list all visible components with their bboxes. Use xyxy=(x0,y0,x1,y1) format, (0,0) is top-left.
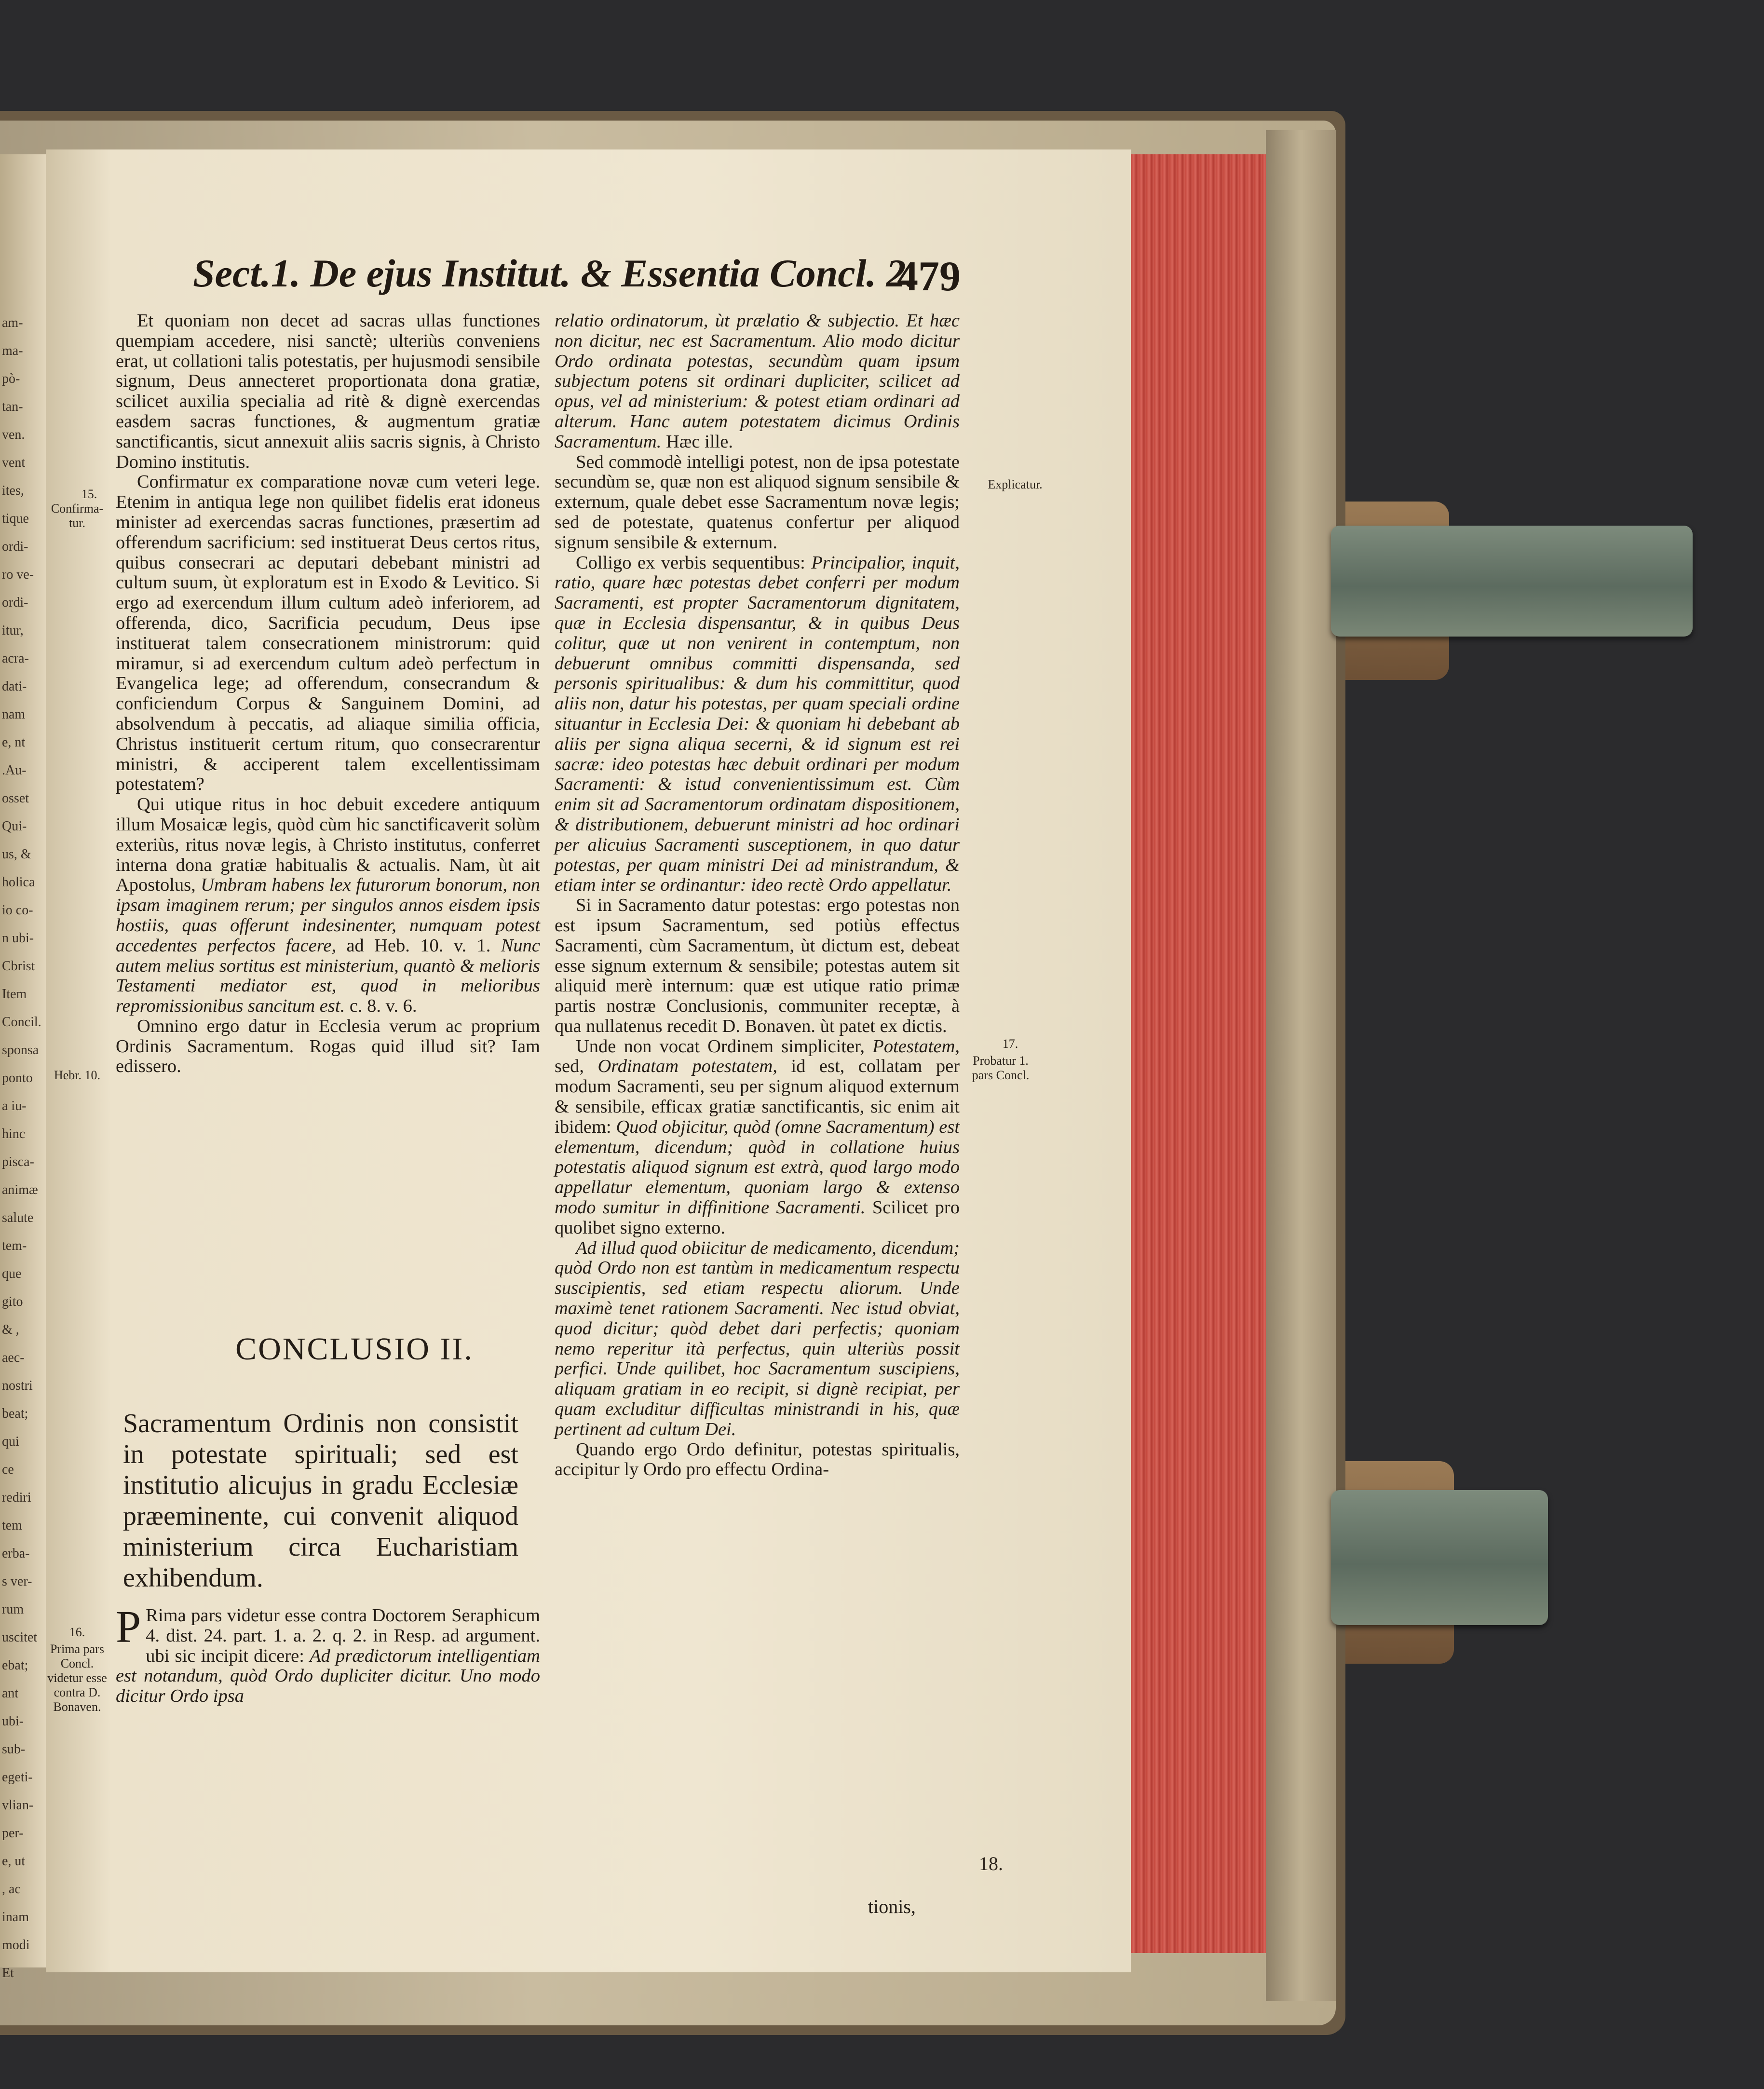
left-page-fragment: erba- xyxy=(2,1546,30,1561)
quotation: Ad prædictorum intelligentiam est notandum, quòd Ordo dupliciter dicitur. Uno modo dicitur Ordo ipsa xyxy=(116,1645,540,1707)
paragraph: Confirmatur ex comparatione novæ cum veteri lege. Etenim in antiqua lege non quilibet fidelis erat idoneus minister ad exercendas sacras functiones, præsertim ad offerendum sacrificium: sed instituerat Deus certos ritus, quibus consecrari ac deputari debebant ministri ad cultum suum, ùt exploratum est in Exodo & Levitico. Si ergo ad exercendum illum cultum adeò inferiorem, ad offerenda, dico, Sacrificia pecudum, Deus ipse instituerat talem consecrationem ministrorum: quid miramur, si ad exercendum cultum adeò perfectum in Evangelica lege; ad offerendum, consecrandum & conficiendum Corpus & Sanguinem Domini, ad absolvendum à peccatis, ad aliaque similia officia, Christus instituerit certum ritum, quo consecrarentur ministri, & acciperent talem excellentissimam potestatem? xyxy=(116,472,540,795)
left-page-fragment: ce xyxy=(2,1462,14,1477)
left-page-fragment: gito xyxy=(2,1294,23,1309)
left-page-fragment: per- xyxy=(2,1826,24,1841)
left-page-fragment: hinc xyxy=(2,1126,26,1141)
left-page-fragment: animæ xyxy=(2,1182,38,1197)
left-page-fragment: vlian- xyxy=(2,1798,34,1813)
quotation: Potestatem, xyxy=(872,1036,960,1057)
running-head: Sect.1. De ejus Institut. & Essentia Concl. 2. xyxy=(193,251,916,295)
margin-note-hebr: Hebr. 10. xyxy=(54,1068,101,1082)
left-page-fragment: io co- xyxy=(2,903,33,918)
left-page-fragment: e, ut xyxy=(2,1854,26,1869)
paragraph xyxy=(555,1238,960,1440)
left-page-fragment: , ac xyxy=(2,1882,21,1897)
left-page-fragment: tan- xyxy=(2,399,23,414)
left-page-fragment: a iu- xyxy=(2,1099,27,1113)
paragraph: Omnino ergo datur in Ecclesia verum ac proprium Ordinis Sacramentum. Rogas quid illud sit? Iam edissero. xyxy=(116,1016,540,1077)
text-run: sed, xyxy=(555,1056,584,1077)
quotation: Nunc autem melius sortitus est ministerium, quantò & melioris Testamenti mediator est, quod in melioribus repromissionibus sancitum est. xyxy=(116,935,540,1017)
paragraph xyxy=(555,553,960,896)
column-left-top xyxy=(116,311,540,1077)
left-page-fragment: us, & xyxy=(2,847,31,862)
left-page-fragment: ponto xyxy=(2,1071,33,1085)
text-run: id est, collatam per modum Sacramenti, seu per signum aliquod externum & sensibile, efficax gratiæ sanctificantis, sic enim ait ibidem: xyxy=(555,1056,960,1137)
left-page-edge xyxy=(0,154,46,1980)
conclusion-heading: CONCLUSIO II. xyxy=(235,1331,474,1367)
citation: ad Heb. 10. v. 1. xyxy=(346,935,491,956)
page-number: 479 xyxy=(897,253,961,300)
margin-note-explicatur: Explicatur. xyxy=(988,477,1043,491)
left-page-fragment: ubi- xyxy=(2,1714,24,1729)
left-page-fragment: nam xyxy=(2,707,26,722)
text-run: Qui utique ritus in hoc debuit excedere antiquum illum Mosaicæ legis, quòd cùm hic sanctificaverit solùm exteriùs, ritus novæ legis, à Christo institutus, conferret interna dona gratiæ habitualis & actualis. Nam, ùt ait Apostolus, xyxy=(116,794,540,895)
left-page-fragment: ven. xyxy=(2,427,25,442)
margin-number-17: 17. xyxy=(1002,1037,1018,1051)
left-page-fragment: am- xyxy=(2,315,23,330)
left-page-fragment: Concil. xyxy=(2,1015,41,1030)
quotation: Ordinatam potestatem, xyxy=(597,1056,777,1077)
left-page-fragment: tem xyxy=(2,1518,22,1533)
left-page-fragment: aec- xyxy=(2,1350,25,1365)
paragraph: Sed commodè intelligi potest, non de ipsa potestate secundùm se, quæ non est aliquod signum sensibile & externum, quale debet esse Sacramentum novæ legis; sed de potestate, quatenus confertur per aliquod signum sensibile & externum. xyxy=(555,451,960,553)
left-page-fragment: .Au- xyxy=(2,763,27,778)
left-page-fragment: vent xyxy=(2,455,26,470)
text-run: Colligo ex verbis sequentibus: xyxy=(576,552,805,573)
margin-number-18: 18. xyxy=(979,1853,1003,1874)
upper-clasp[interactable] xyxy=(1331,526,1693,637)
left-page-fragment: beat; xyxy=(2,1406,28,1421)
left-page-fragment: itur, xyxy=(2,623,24,638)
left-page-fragment: sponsa xyxy=(2,1043,39,1058)
left-page-fragment: nostri xyxy=(2,1378,33,1393)
citation: c. 8. v. 6. xyxy=(349,996,417,1017)
paragraph: Et quoniam non decet ad sacras ullas functiones quempiam accedere, nisi sanctè; ulteriùs conveniens erat, ut collationi talis potestatis, per hujusmodi sensibile signum, Deus annecteret proportionata dona gratiæ, scilicet auxilia specialia ad ritè & dignè exercendas easdem sacras functiones, & augmentum gratiæ sanctificantis, sicut annexuit aliis sacris signis, à Christo Domino institutis. xyxy=(116,311,540,472)
left-page-fragment: s ver- xyxy=(2,1574,32,1589)
left-page-fragment: inam xyxy=(2,1910,29,1925)
back-board xyxy=(1266,130,1336,2001)
quotation: relatio ordinatorum, ùt prælatio & subjectio. Et hæc non dicitur, nec est Sacramentum. Alio modo dicitur Ordo ordinata potestas, secundùm quam ipsum subjectum potens sit ordinari dupliciter, scilicet ad opus, vel ad ministerium: & potest etiam ordinari ad alterum. Hanc autem potestatem dicimus Ordinis Sacramentum. xyxy=(555,311,960,452)
left-page-fragment: tem- xyxy=(2,1238,27,1253)
margin-number-15: 15. xyxy=(81,487,97,501)
left-page-fragment: e, nt xyxy=(2,735,26,750)
left-page-fragment: ites, xyxy=(2,483,24,498)
quotation: Umbram habens lex futurorum bonorum, non ipsam imaginem rerum; per singulos annos eisdem ipsis hostiis, quas offerunt indesinenter, numquam potest accedentes perfectos facere, xyxy=(116,875,541,956)
paragraph: Si in Sacramento datur potestas: ergo potestas non est ipsum Sacramentum, sed potiùs effectus Sacramenti, cùm Sacramentum, ùt dictum est, debeat esse signum externum & sensibile; potestas autem sit aliquid merè internum: quæ est utique ratio primæ partis nostræ Conclusionis, communiter receptæ, à qua nullatenus recedit D. Bonaven. ùt patet ex dictis. xyxy=(555,895,960,1036)
margin-note-prima-pars: Prima pars Concl. videtur esse contra D. Bonaven. xyxy=(47,1642,107,1714)
left-page-fragment: Cbrist xyxy=(2,959,35,974)
left-page-fragment: n ubi- xyxy=(2,931,34,946)
text-run: Scilicet pro quolibet signo externo. xyxy=(555,1197,960,1238)
text-run: Unde non vocat Ordinem simpliciter, xyxy=(576,1036,865,1057)
text-run: Hæc ille. xyxy=(665,431,733,452)
paragraph xyxy=(116,1602,540,1707)
quotation: Principalior, inquit, ratio, quare hæc potestas debet conferri per modum Sacramenti, est propter Sacramentorum dignitatem, quæ in Ecclesia dispensantur, & in quibus Deus colitur, quæ ut non venirent in contemptum, non debuerunt omnibus committi dispensanda, sed personis spiritualibus: & dum his committitur, quod aliis non, datur his potestas, per quam speciali ordine situantur in Ecclesia Dei: & quoniam hi debebant ab aliis per signa aliqua secerni, & id signum est rei sacræ: ideo potestas hæc debuit ordinari per modum Sacramenti: & istud convenientissimum est. Cùm enim sit ad Sacramentorum ordinatam dispositionem, & distributionem, debuerunt ministri ad hoc ordinari per alicuius Sacramenti susceptionem, in quo datur potestas, per quam ministri Dei ad ministrandum, & etiam inter se ordinantur: ideo rectè Ordo appellatur. xyxy=(555,552,960,895)
left-page-fragment: que xyxy=(2,1266,22,1281)
left-page-fragment: sub- xyxy=(2,1742,26,1757)
lower-clasp[interactable] xyxy=(1331,1490,1548,1625)
left-page-fragment: ant xyxy=(2,1686,19,1701)
left-page-fragment: ordi- xyxy=(2,539,28,554)
left-page-fragment: egeti- xyxy=(2,1770,33,1785)
left-page-fragment: pisca- xyxy=(2,1154,34,1169)
text-run: Rima pars videtur esse contra Doctorem Seraphicum 4. dist. 24. part. 1. a. 2. q. 2. in Resp. ad argument. ubi sic incipit dicere: xyxy=(146,1605,540,1666)
left-page-fragment: ro ve- xyxy=(2,567,34,582)
left-page-fragment: Item xyxy=(2,987,27,1002)
paragraph xyxy=(116,795,540,1017)
left-page-fragment: osset xyxy=(2,791,29,806)
margin-number-16: 16. xyxy=(69,1625,85,1639)
left-page-fragment: Qui- xyxy=(2,819,27,834)
catchword: tionis, xyxy=(868,1896,916,1917)
left-page-fragment: pò- xyxy=(2,371,20,386)
left-page-fragment: qui xyxy=(2,1434,19,1449)
paragraph: Quando ergo Ordo definitur, potestas spiritualis, accipitur ly Ordo pro effectu Ordina- xyxy=(555,1439,960,1480)
left-page-fragment: acra- xyxy=(2,651,29,666)
left-page-fragment: ma- xyxy=(2,343,23,358)
red-page-edge xyxy=(1131,154,1266,1953)
paragraph xyxy=(555,311,960,452)
left-page-fragment: Et xyxy=(2,1966,14,1980)
left-page-fragment: uscitet xyxy=(2,1630,38,1645)
left-page-fragment: salute xyxy=(2,1210,34,1225)
quotation: Quod objicitur, quòd (omne Sacramentum) est elementum, dicendum; quòd in collatione huius potestatis aliquod signum est extrà, quod largo modo appellatur elementum, quoniam largo & extenso modo sumitur in diffinitione Sacramenti. xyxy=(555,1116,960,1218)
quotation: Ad illud quod obiicitur de medicamento, dicendum; quòd Ordo non est tantùm in medicamentum respectu suscipientis, sed etiam respectu aliorum. Unde maximè tenet rationem Sacramenti. Nec istud obviat, quod dicitur; quòd debet dari perfectis; quoniam nemo reperitur ità perfectus, quin ulteriùs possit perfici. Unde quilibet, hoc Sacramentum suscipiens, aliquam gratiam in eo recipit, si dignè recipiat, per quam excluditur difficultas ministrandi in his, quæ pertinent ad cultum Dei. xyxy=(555,1237,960,1439)
conclusion-statement: Sacramentum Ordinis non consistit in potestate spirituali; sed est institutio alicujus in gradu Ecclesiæ præeminente, cui convenit aliquod ministerium circa Eucharistiam exhibendum. xyxy=(123,1409,518,1593)
left-page-fragment: holica xyxy=(2,875,35,890)
column-left-bottom xyxy=(116,1602,540,1707)
margin-note-probatur: Probatur 1. pars Concl. xyxy=(972,1054,1030,1082)
column-right xyxy=(555,311,960,1480)
left-page-fragment: rediri xyxy=(2,1490,31,1505)
left-page-fragment: rum xyxy=(2,1602,24,1617)
left-page-fragment: tique xyxy=(2,511,29,526)
left-page-fragment: ebat; xyxy=(2,1658,28,1673)
left-page-fragment: modi xyxy=(2,1938,30,1953)
margin-note-confirmatur: Confirma-tur. xyxy=(51,502,104,530)
paragraph xyxy=(555,1037,960,1238)
left-page-fragment: & , xyxy=(2,1322,19,1337)
left-page-fragment: ordi- xyxy=(2,595,28,610)
drop-cap: P xyxy=(116,1602,141,1652)
left-page-fragment: dati- xyxy=(2,679,27,694)
